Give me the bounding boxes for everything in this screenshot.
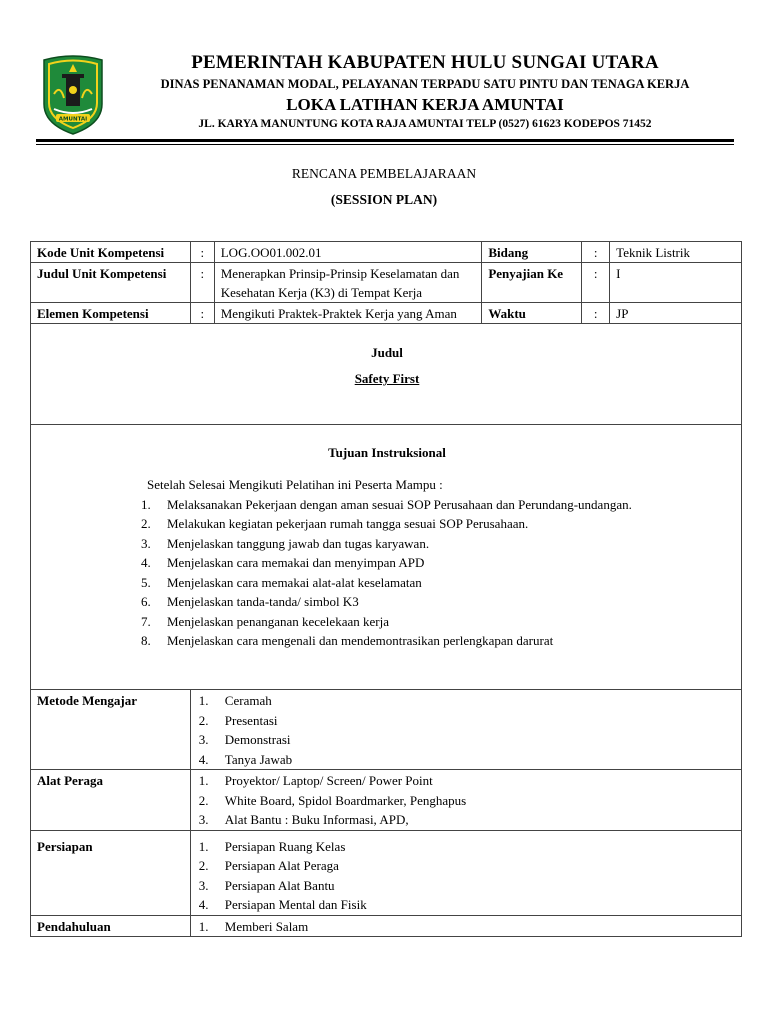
list-text: Menjelaskan tanggung jawab dan tugas karyawan.: [167, 535, 430, 551]
letterhead-line-1: PEMERINTAH KABUPATEN HULU SUNGAI UTARA: [191, 52, 659, 73]
table-row: [31, 242, 742, 263]
coat-of-arms-icon: [40, 54, 106, 136]
list-number: 1.: [141, 496, 151, 512]
list-number: 4.: [198, 751, 209, 767]
list-item: [199, 730, 737, 750]
persiapan-cell: [190, 830, 741, 915]
list-number: 4.: [198, 897, 209, 912]
list-text: Melaksanakan Pekerjaan dengan aman sesuai SOP Perusahaan dan Perundang-undangan.: [167, 496, 632, 512]
list-text: Alat Bantu : Buku Informasi, APD,: [224, 812, 409, 827]
penyajian-value: I: [610, 263, 742, 303]
list-item: [199, 791, 737, 811]
list-item: [199, 837, 737, 857]
letterhead-rule-thin: [36, 144, 734, 145]
list-item: [199, 895, 737, 915]
table-row: [31, 915, 742, 937]
kode-label: Kode Unit Kompetensi: [31, 242, 191, 263]
session-plan-table: [30, 241, 742, 937]
colon: :: [190, 263, 214, 303]
list-text: Menjelaskan cara memakai alat-alat keselamatan: [167, 574, 422, 590]
list-text: Persiapan Alat Peraga: [224, 858, 339, 873]
table-row: [31, 263, 742, 303]
list-number: 2.: [198, 792, 209, 808]
list-number: 5.: [141, 574, 151, 590]
judul-section: [31, 324, 742, 425]
list-text: Persiapan Ruang Kelas: [224, 838, 346, 854]
letterhead-address: JL. KARYA MANUNTUNG KOTA RAJA AMUNTAI TELP (0527) 61623 KODEPOS 71452: [198, 118, 652, 130]
document-title: RENCANA PEMBELAJARAAN: [291, 166, 477, 181]
list-item: [199, 750, 737, 770]
judul-unit-label: Judul Unit Kompetensi: [31, 263, 191, 303]
judul-value: Safety First: [354, 371, 420, 386]
list-item: [199, 711, 737, 731]
list-text: Demonstrasi: [224, 732, 291, 747]
list-number: 1.: [198, 918, 209, 934]
list-text: Proyektor/ Laptop/ Screen/ Power Point: [224, 773, 433, 788]
pendahuluan-label: Pendahuluan: [31, 915, 191, 937]
colon: :: [582, 263, 610, 303]
document-subtitle: (SESSION PLAN): [330, 192, 438, 207]
list-text: Menjelaskan cara memakai dan menyimpan APD: [167, 555, 425, 570]
table-row: [31, 324, 742, 425]
list-item: [199, 917, 737, 937]
list-text: Melakukan kegiatan pekerjaan rumah tangga sesuai SOP Perusahaan.: [167, 516, 529, 531]
colon: :: [190, 242, 214, 263]
list-number: 3.: [141, 535, 151, 551]
list-number: 1.: [198, 838, 209, 854]
list-item: [199, 691, 737, 711]
bidang-label: Bidang: [482, 242, 582, 263]
tujuan-list: [37, 495, 737, 651]
list-text: Ceramah: [224, 693, 272, 708]
pendahuluan-list: [199, 917, 737, 937]
list-text: Tanya Jawab: [224, 751, 293, 767]
list-item: [141, 534, 737, 554]
kode-value: LOG.OO01.002.01: [214, 242, 482, 263]
list-number: 2.: [198, 858, 209, 873]
list-item: [141, 592, 737, 612]
judul-unit-value: Menerapkan Prinsip-Prinsip Keselamatan dan Kesehatan Kerja (K3) di Tempat Kerja: [214, 263, 482, 303]
logo-text: AMUNTAI: [58, 116, 88, 123]
tujuan-label: Tujuan Instruksional: [328, 445, 446, 460]
list-text: Memberi Salam: [224, 918, 309, 934]
list-text: Persiapan Alat Bantu: [224, 877, 335, 893]
list-item: [141, 612, 737, 632]
metode-cell: [190, 690, 741, 770]
list-item: [199, 876, 737, 896]
list-text: Persiapan Mental dan Fisik: [224, 897, 367, 912]
metode-list: [199, 691, 737, 769]
waktu-value: JP: [610, 303, 742, 324]
persiapan-list: [199, 837, 737, 915]
letterhead: [0, 0, 768, 150]
colon: :: [190, 303, 214, 324]
list-number: 1.: [198, 773, 209, 788]
tujuan-intro: Setelah Selesai Mengikuti Pelatihan ini Peserta Mampu :: [147, 477, 443, 492]
colon: :: [582, 242, 610, 263]
list-number: 2.: [198, 712, 209, 728]
table-row: [31, 690, 742, 770]
tujuan-section: [31, 425, 742, 690]
list-item: [199, 771, 737, 791]
judul-label: Judul: [371, 345, 403, 360]
table-row: [31, 830, 742, 915]
alat-cell: [190, 770, 741, 831]
letterhead-rule-thick: [36, 139, 734, 142]
list-item: [141, 514, 737, 534]
list-number: 8.: [141, 633, 151, 648]
metode-label: Metode Mengajar: [31, 690, 191, 770]
list-number: 2.: [141, 516, 151, 531]
list-number: 4.: [141, 555, 151, 570]
letterhead-line-3: LOKA LATIHAN KERJA AMUNTAI: [286, 95, 564, 114]
alat-label: Alat Peraga: [31, 770, 191, 831]
list-item: [199, 856, 737, 876]
letterhead-line-2: DINAS PENANAMAN MODAL, PELAYANAN TERPADU SATU PINTU DAN TENAGA KERJA: [160, 77, 690, 91]
list-number: 3.: [198, 732, 209, 747]
list-item: [141, 631, 737, 651]
list-text: Menjelaskan cara mengenali dan mendemontrasikan perlengkapan darurat: [167, 633, 554, 648]
penyajian-label: Penyajian Ke: [482, 263, 582, 303]
bidang-value: Teknik Listrik: [610, 242, 742, 263]
list-number: 1.: [198, 693, 209, 708]
list-item: [199, 810, 737, 830]
waktu-label: Waktu: [482, 303, 582, 324]
list-text: White Board, Spidol Boardmarker, Penghapus: [224, 792, 467, 808]
table-row: [31, 303, 742, 324]
list-number: 6.: [141, 594, 151, 609]
list-item: [141, 573, 737, 593]
list-text: Presentasi: [224, 712, 278, 728]
pendahuluan-cell: [190, 915, 741, 937]
list-item: [141, 495, 737, 515]
list-text: Menjelaskan penanganan kecelekaan kerja: [167, 613, 389, 629]
list-number: 3.: [198, 877, 209, 893]
list-text: Menjelaskan tanda-tanda/ simbol K3: [167, 594, 359, 609]
elemen-label: Elemen Kompetensi: [31, 303, 191, 324]
table-row: [31, 425, 742, 690]
colon: :: [582, 303, 610, 324]
list-number: 7.: [141, 613, 151, 629]
persiapan-label: Persiapan: [31, 830, 191, 915]
elemen-value: Mengikuti Praktek-Praktek Kerja yang Aman: [214, 303, 482, 324]
list-number: 3.: [198, 812, 209, 827]
alat-list: [199, 771, 737, 830]
list-item: [141, 553, 737, 573]
table-row: [31, 770, 742, 831]
